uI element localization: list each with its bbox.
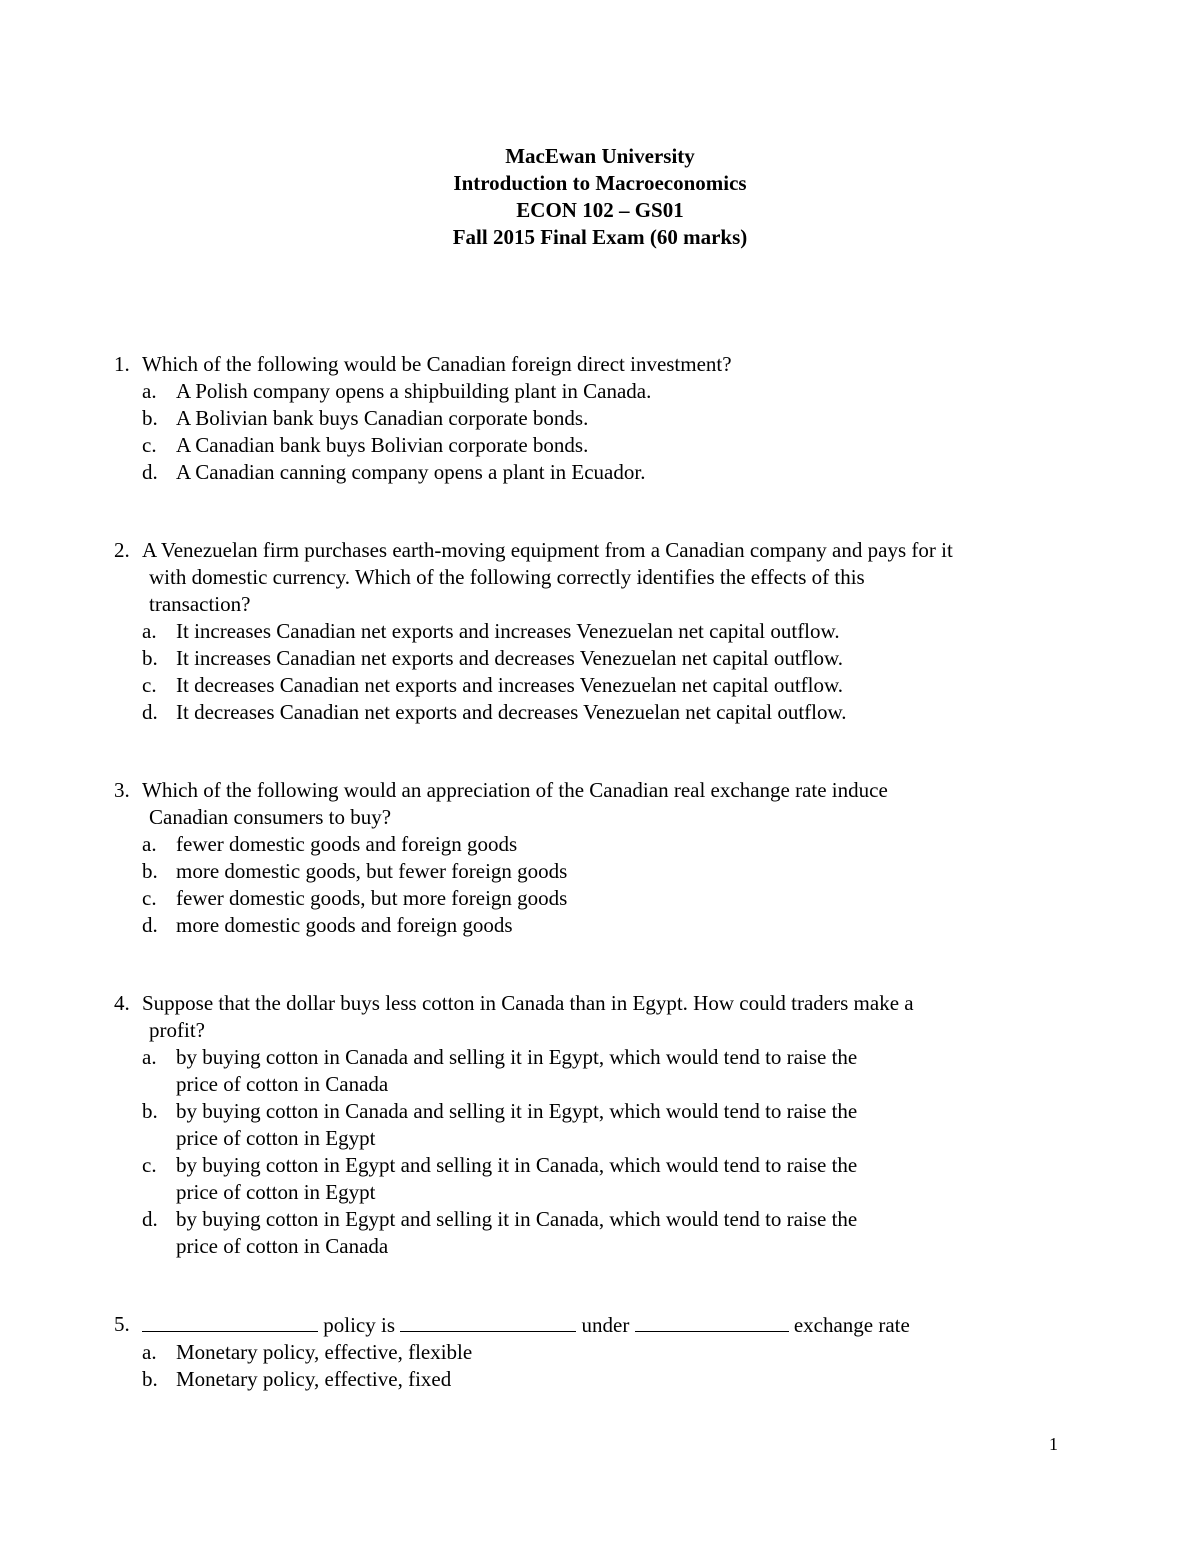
course-title: Introduction to Macroeconomics xyxy=(453,171,747,195)
option-b xyxy=(114,405,1074,432)
question-number: 4. xyxy=(114,991,130,1015)
option-text: fewer domestic goods and foreign goods xyxy=(176,832,518,856)
option-text: by buying cotton in Egypt and selling it in Canada, which would tend to raise the xyxy=(176,1153,858,1177)
option-letter: c. xyxy=(142,433,157,457)
option-letter: a. xyxy=(142,832,157,856)
option-letter: b. xyxy=(142,406,158,430)
question-text: Which of the following would be Canadian foreign direct investment? xyxy=(142,352,732,376)
option-letter: a. xyxy=(142,1045,157,1069)
question-number: 2. xyxy=(114,538,130,562)
exam-title: Fall 2015 Final Exam (60 marks) xyxy=(452,225,748,249)
page-number: 1 xyxy=(1049,1434,1058,1454)
question-text-continued: profit? xyxy=(149,1018,205,1042)
option-d xyxy=(114,699,1074,726)
option-letter: c. xyxy=(142,673,157,697)
question-text-part: exchange rate xyxy=(793,1313,910,1337)
question-stem xyxy=(114,1311,1074,1339)
course-code: ECON 102 – GS01 xyxy=(516,198,684,222)
option-c xyxy=(114,885,1074,912)
question-stem xyxy=(114,777,1074,804)
option-letter: c. xyxy=(142,1153,157,1177)
option-letter: a. xyxy=(142,379,157,403)
question-number: 3. xyxy=(114,778,130,802)
option-text: more domestic goods, but fewer foreign goods xyxy=(176,859,568,883)
option-letter: b. xyxy=(142,1099,158,1123)
option-letter: d. xyxy=(142,460,158,484)
question-text: Suppose that the dollar buys less cotton in Canada than in Egypt. How could traders make a xyxy=(142,991,914,1015)
option-a xyxy=(114,1044,1074,1071)
question-3 xyxy=(114,777,1074,939)
option-a xyxy=(114,378,1074,405)
option-a xyxy=(114,831,1074,858)
question-4 xyxy=(114,990,1074,1260)
option-b xyxy=(114,1098,1074,1125)
option-text: It decreases Canadian net exports and decreases Venezuelan net capital outflow. xyxy=(176,700,847,724)
exam-header xyxy=(0,143,1200,251)
option-text: It increases Canadian net exports and decreases Venezuelan net capital outflow. xyxy=(176,646,844,670)
option-text: It increases Canadian net exports and increases Venezuelan net capital outflow. xyxy=(176,619,840,643)
answer-blank-1 xyxy=(142,1311,318,1332)
question-number: 1. xyxy=(114,352,130,376)
question-text-continued: Canadian consumers to buy? xyxy=(149,805,392,829)
option-a xyxy=(114,1339,1074,1366)
question-text-part: policy is xyxy=(323,1313,395,1337)
question-text-continued: with domestic currency. Which of the following correctly identifies the effects of this xyxy=(149,565,865,589)
question-text: A Venezuelan firm purchases earth-moving equipment from a Canadian company and pays for it xyxy=(142,538,953,562)
question-5 xyxy=(114,1311,1074,1393)
option-text: It decreases Canadian net exports and increases Venezuelan net capital outflow. xyxy=(176,673,844,697)
option-b xyxy=(114,645,1074,672)
option-text: A Bolivian bank buys Canadian corporate bonds. xyxy=(176,406,589,430)
answer-blank-3 xyxy=(635,1311,789,1332)
question-number: 5. xyxy=(114,1312,130,1336)
option-d xyxy=(114,459,1074,486)
option-text-continued: price of cotton in Canada xyxy=(176,1072,389,1096)
option-letter: d. xyxy=(142,700,158,724)
option-text: A Polish company opens a shipbuilding plant in Canada. xyxy=(176,379,652,403)
option-letter: b. xyxy=(142,859,158,883)
option-letter: b. xyxy=(142,646,158,670)
option-text-continued: price of cotton in Egypt xyxy=(176,1180,376,1204)
option-letter: b. xyxy=(142,1367,158,1391)
option-letter: a. xyxy=(142,1340,157,1364)
option-text: by buying cotton in Egypt and selling it in Canada, which would tend to raise the xyxy=(176,1207,858,1231)
option-text-continued: price of cotton in Canada xyxy=(176,1234,389,1258)
option-c xyxy=(114,432,1074,459)
option-c xyxy=(114,672,1074,699)
question-text: Which of the following would an appreciation of the Canadian real exchange rate induce xyxy=(142,778,888,802)
option-text: A Canadian bank buys Bolivian corporate bonds. xyxy=(176,433,589,457)
option-c xyxy=(114,1152,1074,1179)
question-stem xyxy=(114,990,1074,1017)
university-name: MacEwan University xyxy=(505,144,695,168)
question-text-part: under xyxy=(581,1313,630,1337)
option-b xyxy=(114,1366,1074,1393)
option-b xyxy=(114,858,1074,885)
question-stem xyxy=(114,351,1074,378)
option-text: fewer domestic goods, but more foreign goods xyxy=(176,886,568,910)
option-text: A Canadian canning company opens a plant in Ecuador. xyxy=(176,460,646,484)
option-a xyxy=(114,618,1074,645)
option-d xyxy=(114,1206,1074,1233)
option-letter: a. xyxy=(142,619,157,643)
option-d xyxy=(114,912,1074,939)
option-text: by buying cotton in Canada and selling it in Egypt, which would tend to raise the xyxy=(176,1045,858,1069)
option-text: by buying cotton in Canada and selling it in Egypt, which would tend to raise the xyxy=(176,1099,858,1123)
question-text-continued: transaction? xyxy=(149,592,251,616)
option-text-continued: price of cotton in Egypt xyxy=(176,1126,376,1150)
answer-blank-2 xyxy=(400,1311,576,1332)
option-letter: c. xyxy=(142,886,157,910)
option-letter: d. xyxy=(142,1207,158,1231)
question-1 xyxy=(114,351,1074,486)
option-text: Monetary policy, effective, fixed xyxy=(176,1367,452,1391)
option-text: Monetary policy, effective, flexible xyxy=(176,1340,473,1364)
question-2 xyxy=(114,537,1074,726)
option-letter: d. xyxy=(142,913,158,937)
option-text: more domestic goods and foreign goods xyxy=(176,913,513,937)
question-stem xyxy=(114,537,1074,564)
